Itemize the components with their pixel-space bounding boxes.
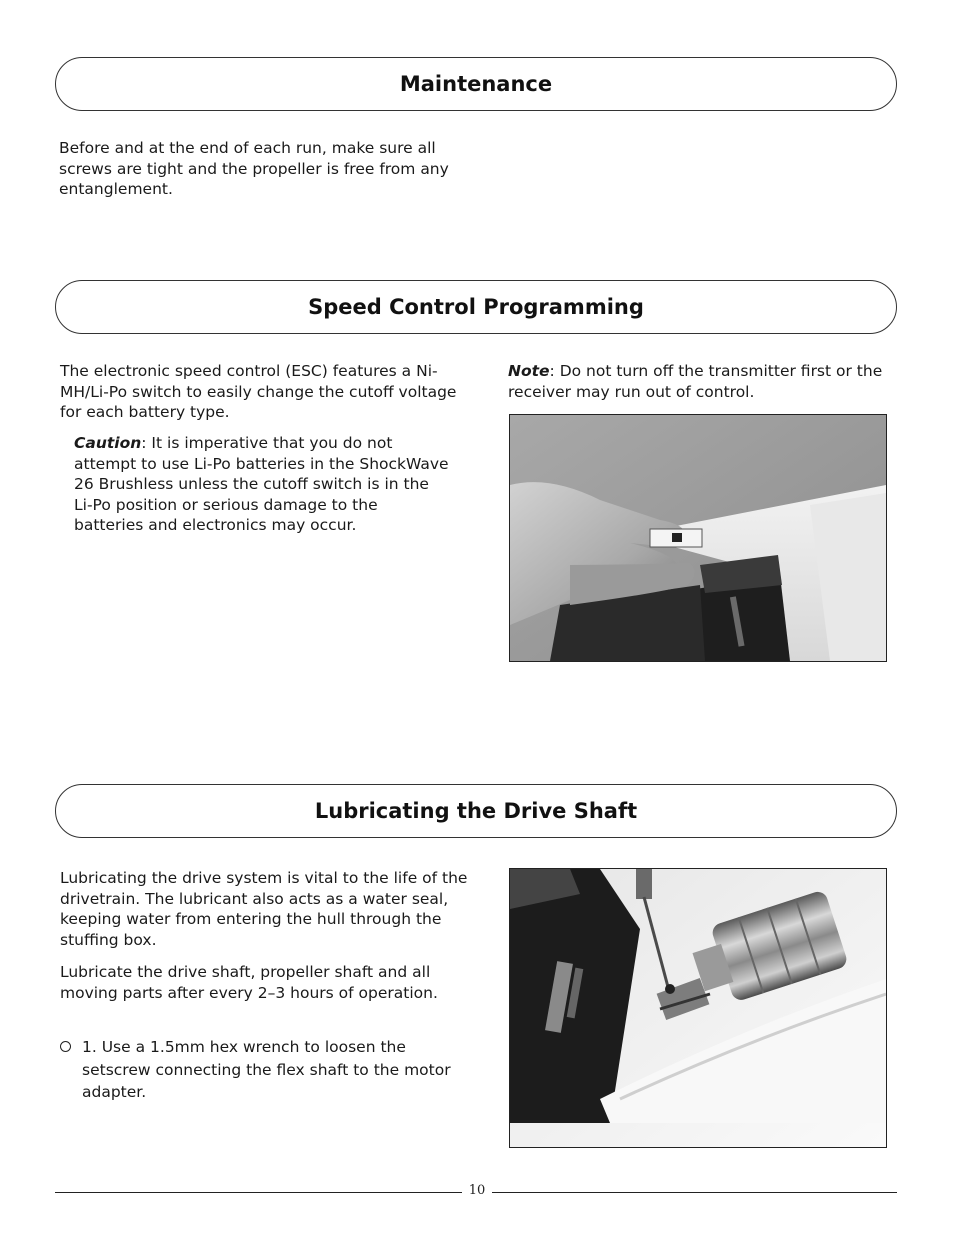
esc-switch-photo — [509, 414, 887, 662]
note-paragraph — [508, 361, 893, 402]
caution-paragraph — [74, 433, 450, 536]
drive-shaft-illustration — [510, 869, 886, 1147]
speed-control-title: Speed Control Programming — [308, 295, 644, 319]
note-label: Note — [508, 362, 550, 380]
note-text: : Do not turn off the transmitter first or the receiver may run out of control. — [508, 362, 883, 401]
speed-control-heading — [55, 280, 897, 334]
checkbox-circle-icon — [60, 1041, 71, 1052]
drive-shaft-photo — [509, 868, 887, 1148]
page-number: 10 — [468, 1183, 486, 1198]
footer-rule-left — [55, 1192, 462, 1193]
caution-label: Caution — [74, 434, 142, 452]
lubricating-title: Lubricating the Drive Shaft — [314, 799, 638, 823]
footer-rule-right — [492, 1192, 897, 1193]
caution-text: : It is imperative that you do not attempt to use Li-Po batteries in the ShockWave 26 Brushless unless the cutoff switch is in the Li-Po position or serious damage to the batteries and electronics may occur. — [74, 434, 449, 535]
lubricating-heading — [55, 784, 897, 838]
step-1-text: 1. Use a 1.5mm hex wrench to loosen the setscrew connecting the flex shaft to the motor adapter. — [82, 1038, 451, 1101]
lube-intro-text: Lubricating the drive system is vital to the life of the drivetrain. The lubricant also acts as a water seal, keeping water from entering the hull through the stuffing box. — [60, 869, 468, 949]
maintenance-text: Before and at the end of each run, make sure all screws are tight and the propeller is free from any entanglement. — [59, 139, 449, 199]
esc-intro-text: The electronic speed control (ESC) features a Ni-MH/Li-Po switch to easily change the cutoff voltage for each battery type. — [60, 362, 457, 422]
maintenance-heading — [55, 57, 897, 111]
step-1-item — [60, 1036, 460, 1104]
esc-switch-illustration — [510, 415, 886, 661]
maintenance-title: Maintenance — [399, 72, 553, 96]
lube-interval-text: Lubricate the drive shaft, propeller shaft and all moving parts after every 2–3 hours of operation. — [60, 963, 438, 1002]
